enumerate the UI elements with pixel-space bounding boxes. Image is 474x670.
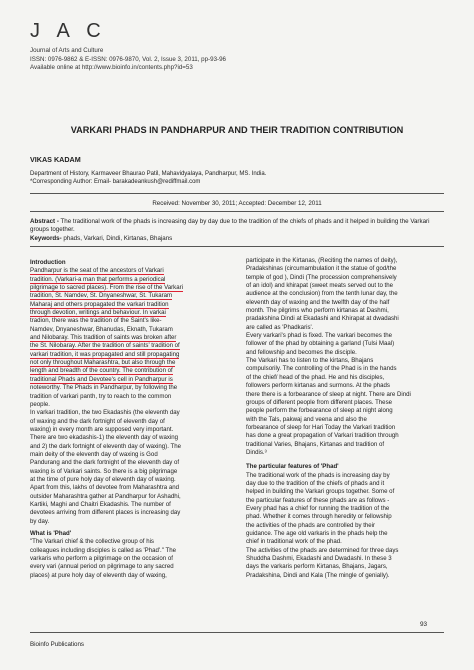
publisher-name: Bioinfo Publications xyxy=(30,641,85,648)
text-line: tradition, St. Namdev, St. Dnyaneshwar, St. Tukaram xyxy=(30,292,173,300)
text-line: are called as 'Phadkaris'. xyxy=(246,323,314,331)
text-line: not only throughout Maharashtra, but also through the xyxy=(30,359,176,367)
text-line: of an idol) and khirapat (sweet meats served out to the xyxy=(246,282,394,290)
text-line: noteworthy. The Phads in Pandharpur, by following the xyxy=(30,384,178,392)
text-line: follower of the phad by obtaining a garland (Tulsi Maal) xyxy=(246,340,395,348)
affiliation-line: Department of History, Karmaveer Bhaurao Patil, Mahavidyalaya, Pandharpur, MS. India. xyxy=(30,171,267,177)
text-line: month. The pilgrims who perform kirtanas at Dashmi, xyxy=(246,307,389,315)
text-line: devotees arriving from different places is increasing day xyxy=(30,509,181,517)
keywords-body: phads, Varkari, Dindi, Kirtanas, Bhajans xyxy=(61,234,173,242)
text-line: Pandurang and the dark fortnight of the eleventh day of xyxy=(30,459,180,467)
received-dates: Received: November 30, 2011; Accepted: December 12, 2011 xyxy=(152,200,322,207)
text-line: There are two ekadashis-1) the eleventh day of waxing xyxy=(30,434,179,442)
text-line: The Varkari has to listen to the kirtans, Bhajans xyxy=(246,357,374,365)
text-line: day due to the tradition of the chiefs of phads and it xyxy=(246,479,385,487)
text-line: followers perform kirtanas and surmons. At the phads xyxy=(246,382,390,390)
text-line: tradion, there was the tradition of the Saint's like- xyxy=(30,317,162,325)
corresponding-author: *Corresponding Author: Email- barakadeankush@rediffmail.com xyxy=(30,179,201,186)
text-line: traditional Phads and Devotee's cell in Pandharpur is xyxy=(30,375,173,383)
issn-line: ISSN: 0976-9862 & E-ISSN: 0976-9870, Vol. 2, Issue 3, 2011, pp-93-96 xyxy=(30,55,226,63)
features-paragraph xyxy=(246,472,444,580)
text-line: outsider Maharashtra gather at Pandharpur for Ashadhi, xyxy=(30,492,181,500)
text-line: length and breadth of the country. The contribution of xyxy=(30,367,173,375)
intro-paragraph xyxy=(30,267,228,409)
text-line: people perform the forbearance of sleep at night along xyxy=(246,407,393,415)
text-line: Maharaj and others propagated the varkari tradition xyxy=(30,300,169,308)
page-number: 93 xyxy=(420,621,428,628)
phad-fixed-paragraph xyxy=(246,332,444,457)
text-line: there there is a forbearance of sleep at night. There are Dindi xyxy=(246,390,411,398)
text-line: Shuddha Dashmi, Ekadashi and Dwadashi. In these 3 xyxy=(246,555,392,563)
text-line: and 2) the dark fortnight of eleventh day of waxing). The xyxy=(30,442,181,450)
text-line: of the chief/ head of the phad. He and his disciples, xyxy=(246,373,385,381)
text-line: tradition. (Varkari-a man that performs a periodical xyxy=(30,275,166,283)
text-line: Pradakshinas (circumambulation it the statue of god/the xyxy=(246,265,397,273)
text-line: Dindis.³ xyxy=(246,448,267,456)
text-line: waxing) in every month are supposed very important. xyxy=(30,425,174,433)
journal-name: Journal of Arts and Culture xyxy=(30,47,104,54)
text-line: Every phad has a chief for running the tradition of the xyxy=(246,504,390,512)
text-line: Namdev, Dnyaneshwar, Bhanudas, Eknath, Tukaram xyxy=(30,325,173,333)
text-line: days the varkaris perform Kirtanas, Bhajans, Jagars, xyxy=(246,563,388,571)
author-name: VIKAS KADAM xyxy=(30,155,81,164)
text-line: Every varkari's phad is fixed. The varkari becomes the xyxy=(246,332,393,340)
text-line: "The Varkari chief & the collective group of his xyxy=(30,538,154,546)
journal-abbrev: J A C xyxy=(30,20,107,42)
text-line: has done a great propagation of Varkari tradition through xyxy=(246,432,399,440)
text-line: participate in the Kirtanas, (Reciting the names of deity), xyxy=(246,257,398,264)
left-column xyxy=(30,257,228,580)
text-line: pradakshina Dindi at Ekadashi and Khirapat at dwadashi xyxy=(246,315,399,323)
text-line: varkari tradition, it was propagated and still propagating xyxy=(30,350,180,358)
text-line: Apart from this, lakhs of devotee from Maharashtra and xyxy=(30,484,180,492)
abstract-text xyxy=(30,218,444,235)
section-heading-particular-features: The particular features of 'Phad' xyxy=(246,463,339,471)
text-line: and fellowship and becomes the disciple. xyxy=(246,348,357,356)
phadkari-paragraph xyxy=(246,257,444,332)
text-line: phad. Whether it comes through heredity or fellowship xyxy=(246,513,392,521)
text-line: the St. Nilobaray. After the tradition of saints' tradition of xyxy=(30,342,180,350)
text-line: Pradakshina, Dindi and Kala (The mingle of genially). xyxy=(246,571,390,579)
text-line: tradition of varkari panth, try to reach to the common xyxy=(30,392,172,400)
text-line: at the time of pure holy day of eleventh day of waxing. xyxy=(30,475,176,483)
right-column xyxy=(246,257,444,580)
text-line: main deity of the eleventh day of waxing is God xyxy=(30,450,158,458)
text-line: The traditional work of the phads is increasing day by xyxy=(246,471,390,479)
text-line: people. xyxy=(30,400,50,408)
text-line: forbearance of sleep for Hari Today the Varkari tradition xyxy=(246,423,396,431)
text-line: through devotion, writings and behaviour. In varkai xyxy=(30,309,166,317)
text-line: The activities of the phads are determined for three days xyxy=(246,546,399,554)
text-line: every vari (annual period on pilgrimage to any sacred xyxy=(30,563,174,571)
ekadashi-paragraph xyxy=(30,409,228,526)
section-heading-introduction: Introduction xyxy=(30,259,66,266)
keywords-label: Keywords- xyxy=(30,234,62,242)
paper-title: VARKARI PHADS IN PANDHARPUR AND THEIR TRADITION CONTRIBUTION xyxy=(70,125,404,135)
phad-definition-paragraph xyxy=(30,538,228,580)
text-line: the activities of the phads are controlled by their xyxy=(246,521,376,529)
abstract-body: The traditional work of the phads is increasing day by day due to the tradition of the chiefs of phads and it helped in building the Varkari groups together. xyxy=(30,218,430,234)
divider-bottom xyxy=(30,246,444,247)
divider-top xyxy=(30,193,444,194)
text-line: varkaris who perform a pilgrimage on the occasion of xyxy=(30,555,173,563)
text-line: places) at pure holy day of eleventh day of waxing, xyxy=(30,571,167,579)
text-line: and Nilobaray. This tradition of saints was broken after xyxy=(30,334,177,342)
text-line: waxing is of Varkari saints. So there is a big pilgrimage xyxy=(30,467,178,475)
availability-line: Available online at http://www.bioinfo.in/contents.php?id=53 xyxy=(30,64,193,72)
text-line: audience at the conclusion) from the tenth lunar day, the xyxy=(246,290,398,298)
journal-meta xyxy=(30,47,226,73)
text-line: the particular features of these phads are as follows - xyxy=(246,496,390,504)
text-line: of waxing and the dark fortnight of eleventh day of xyxy=(30,417,165,425)
footer-divider xyxy=(30,632,444,633)
text-line: helped in building the Varkari groups together. Some of xyxy=(246,488,395,496)
text-line: guidance. The age old varkaris in the phads help the xyxy=(246,530,388,537)
keywords-text xyxy=(30,235,444,243)
affiliation xyxy=(30,170,266,187)
text-line: In varkari tradition, the two Ekadashis (the eleventh day xyxy=(30,409,180,417)
text-line: Pandharpur is the seat of the ancestors of Varkari xyxy=(30,267,164,275)
text-line: traditional Varies, Bhajans, Kirtanas and tradition of xyxy=(246,440,385,448)
section-heading-what-is-phad: What is 'Phad' xyxy=(30,530,72,537)
text-line: eleventh day of waxing and the twelfth day of the half xyxy=(246,298,390,306)
text-line: temple of god ), Dindi (The procession comprehensively xyxy=(246,273,397,281)
abstract-block xyxy=(30,218,444,243)
text-line: by day. xyxy=(30,517,50,525)
abstract-label: Abstract - xyxy=(30,218,59,225)
text-line: Kartiki, Maghi and Chaitri Ekadashis. The number of xyxy=(30,500,171,508)
text-line: groups of different people from different places. These xyxy=(246,398,393,406)
text-line: with the Tals, pakwaj and veena and also the xyxy=(246,415,367,423)
text-line: pilgrimage to sacred places). From the rise of the Varkari xyxy=(30,284,183,292)
text-line: chief in traditional work of the phad. xyxy=(246,538,342,546)
text-line: compulsorily. The controlling of the Phad is in the hands xyxy=(246,365,397,373)
text-line: colleagues including disciples is called as 'Phad'." The xyxy=(30,546,176,554)
divider-middle xyxy=(30,211,444,212)
